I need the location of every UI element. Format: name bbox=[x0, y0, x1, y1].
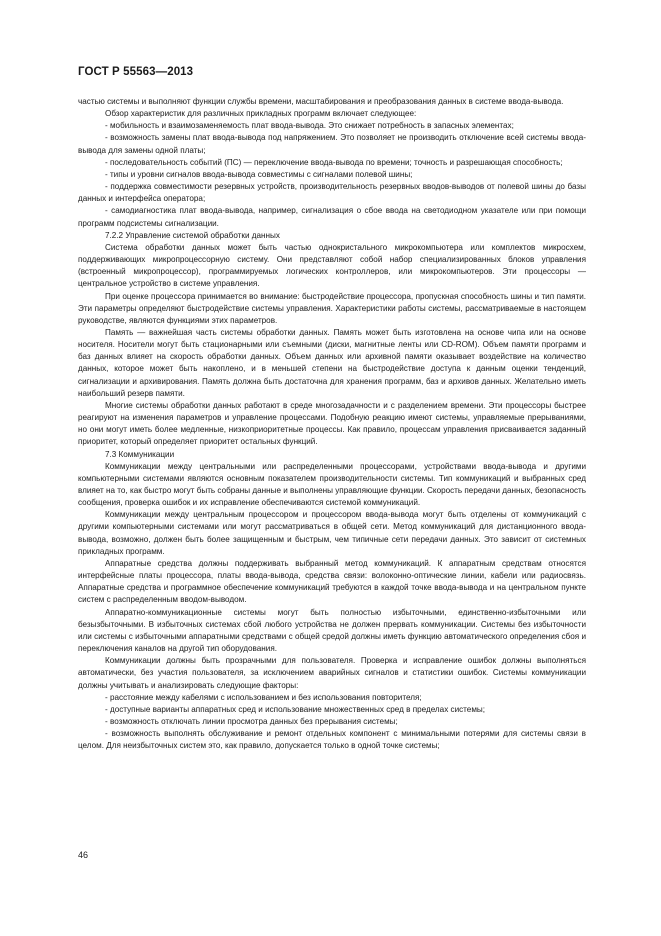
section-heading: 7.3 Коммуникации bbox=[105, 449, 175, 459]
paragraph: Память — важнейшая часть системы обработки данных. Память может быть изготовлена на основе чипа или на основе носителя. Носители могут быть стационарными или съемными (диски, магнитные ленты или CD-ROM). Объем памяти программ и баз данных влияет на скорость обработки данных. Объем данных или архивной памяти оказывает воздействие на количество данных, которое может быть накоплено, и в меньшей степени на быстродействие доступа к данным оценки тенденций, сигнализации и архивирования. Память должна быть достаточна для хранения программ, баз и архивов данных. Желательно иметь наибольший резерв памяти. bbox=[78, 327, 586, 398]
paragraph: Обзор характеристик для различных прикладных программ включает следующее: bbox=[105, 109, 417, 119]
paragraph: Коммуникации должны быть прозрачными для пользователя. Проверка и исправление ошибок должны выполняться автоматически, без участия пользователя, за исключением аварийных сигналов и статистики ошибок. Системы коммуникации должны учитывать и анализировать следующие факторы: bbox=[78, 656, 586, 690]
paragraph: При оценке процессора принимается во внимание: быстродействие процессора, пропускная способность шины и тип памяти. Эти параметры определяют быстродействие системы управления. Характеристики работы системы, рассматриваемые в настоящем руководстве, являются функциями этих параметров. bbox=[78, 291, 586, 325]
body-text bbox=[78, 96, 586, 752]
paragraph: Коммуникации между центральным процессором и процессором ввода-вывода могут быть отделены от коммуникаций с другими компьютерными системами или могут рассматриваться в общей сети. Метод коммуникаций для дистанционного ввода-вывода, возможно, должен быть более защищенным и быстрым, чем типичные сети передачи данных. Это зависит от системных прикладных программ. bbox=[78, 510, 586, 556]
list-item: - последовательность событий (ПС) — переключение ввода-вывода по времени; точность и разрешающая способность; bbox=[105, 157, 563, 167]
paragraph: частью системы и выполняют функции службы времени, масштабирования и преобразования данных в системе ввода-вывода. bbox=[78, 97, 564, 106]
paragraph: Аппаратно-коммуникационные системы могут быть полностью избыточными, единственно-избыточными или безызбыточными. В избыточных системах сбой любого устройства не должен прервать коммуникации. Системы без избыточности или системы с избыточными аппаратными средствами с общей средой должны иметь функцию автоматического определения сбоя и переключения каналов на другой тип оборудования. bbox=[78, 607, 586, 654]
list-item: - возможность замены плат ввода-вывода под напряжением. Это позволяет не производить отключение всей системы ввода-вывода для замены одной платы; bbox=[78, 133, 586, 155]
paragraph: Коммуникации между центральными или распределенными процессорами, устройствами ввода-вывода и другими компьютерными системами являются основным показателем производительности системы. Тип коммуникаций и выбранных сред влияет на то, как быстро могут быть собраны данные и выполнены управляющие функции. Скорость передачи данных, безопасность сообщения, проверка ошибок и их исправление обеспечиваются системой коммуникаций. bbox=[78, 461, 586, 508]
list-item: - возможность выполнять обслуживание и ремонт отдельных компонент с минимальными потерями для системы связи в целом. Для неизбыточных систем это, как правило, допускается только в одной точке системы; bbox=[78, 729, 586, 751]
list-item: - поддержка совместимости резервных устройств, производительность резервных вводов-выводов от полевой шины до базы данных и интерфейса оператора; bbox=[78, 182, 586, 204]
section-heading: 7.2.2 Управление системой обработки данных bbox=[105, 230, 280, 240]
list-item: - типы и уровни сигналов ввода-вывода совместимы с сигналами полевой шины; bbox=[105, 169, 413, 179]
list-item: - возможность отключать линии просмотра данных без прерывания системы; bbox=[105, 716, 398, 726]
list-item: - расстояние между кабелями с использованием и без использования повторителя; bbox=[105, 692, 422, 702]
list-item: - мобильность и взаимозаменяемость плат ввода-вывода. Это снижает потребность в запасных элементах; bbox=[105, 121, 514, 131]
page-header-title: ГОСТ Р 55563—2013 bbox=[78, 66, 194, 78]
paragraph: Аппаратные средства должны поддерживать выбранный метод коммуникаций. К аппаратным средствам относятся интерфейсные платы процессора, платы ввода-вывода, средства связи: волоконно-оптические линии, кабели или радиосвязь. Аппаратные средства и программное обеспечение коммуникаций требуются в каждой точке ввода-вывода и на центральном пункте систем с распределенным вводом-выводом. bbox=[78, 558, 586, 605]
page-number: 46 bbox=[78, 850, 89, 860]
list-item: - самодиагностика плат ввода-вывода, например, сигнализация о сбое ввода на светодиодном указателе или при помощи программ подсистемы сигнализации. bbox=[78, 206, 586, 228]
paragraph: Система обработки данных может быть частью однокристального микрокомпьютера или комплектов микросхем, поддерживающих микропроцессорную систему. Они представляют собой набор специализированных блоков управления (встроенный микропроцессор), программируемых логических контроллеров, или микрокомпьютеров. Эти процессоры — центральное устройство в системе управления. bbox=[78, 242, 586, 289]
paragraph: Многие системы обработки данных работают в среде многозадачности и с разделением времени. Эти процессоры быстрее реагируют на изменения параметров и управление процессами. Подобную реакцию имеют системы, управляемые прерываниями, но они могут иметь более медленные, низкоприоритетные процессы. Как правило, процессам управления присваивается заданный приоритет, который определяет приоритет остальных функций. bbox=[78, 400, 586, 447]
list-item: - доступные варианты аппаратных сред и использование множественных сред в пределах системы; bbox=[105, 704, 486, 714]
